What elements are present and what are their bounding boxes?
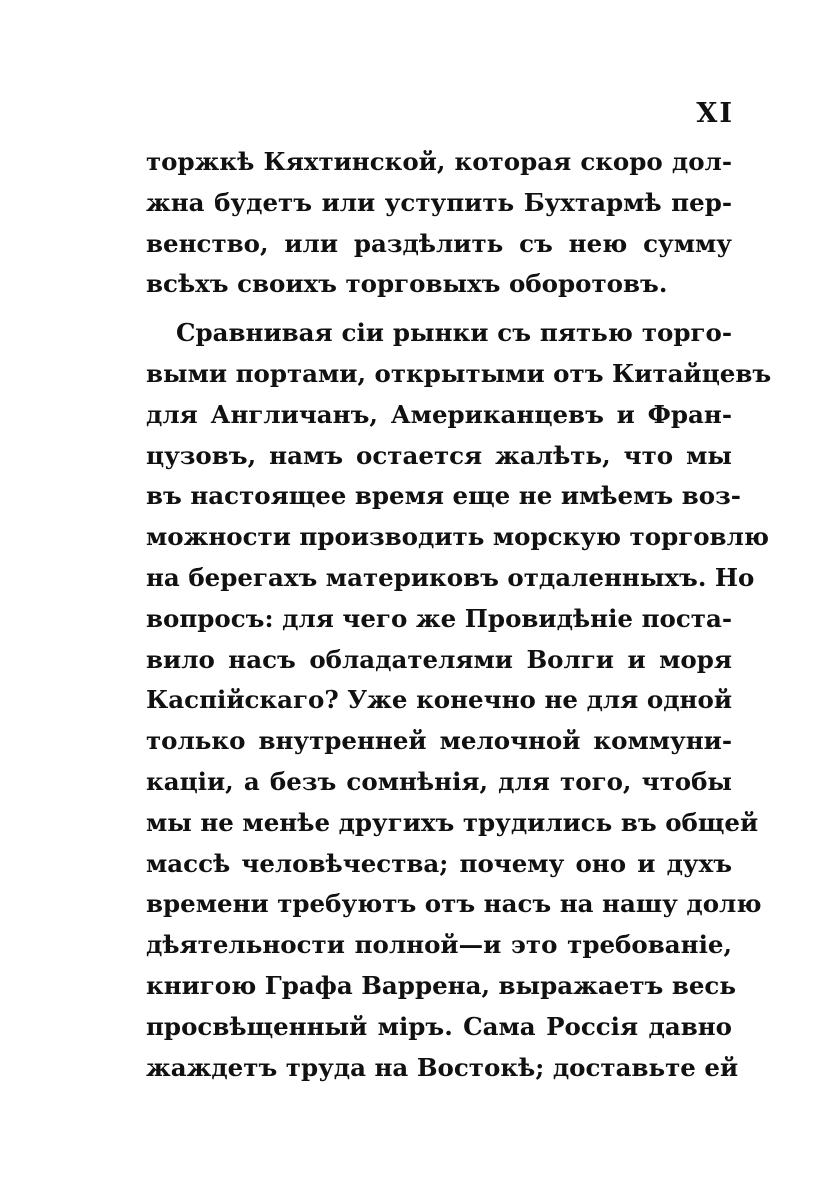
text-line: дѣятельности полной—и это требованіе, [146, 930, 732, 960]
text-line: можности производить морскую торговлю [146, 522, 769, 552]
body-text [146, 142, 772, 1088]
text-line: Сравнивая сіи рынки съ пятью торго- [176, 318, 732, 348]
text-line: времени требуютъ отъ насъ на нашу долю [146, 889, 762, 919]
text-line: цузовъ, намъ остается жалѣть, что мы [146, 440, 732, 470]
text-line: книгою Графа Варрена, выражаетъ весь [146, 970, 736, 1000]
text-line: торжкѣ Кяхтинской, которая скоро дол- [146, 147, 732, 176]
paragraph-gap [146, 305, 732, 313]
text-line: просвѣщенный міръ. Сама Россія давно [146, 1011, 732, 1041]
text-line: мы не менѣе другихъ трудились въ общей [146, 807, 759, 837]
text-line: для Англичанъ, Американцевъ и Фран- [146, 399, 732, 429]
text-line: только внутренней мелочной коммуни- [146, 726, 732, 756]
text-line: выми портами, открытыми отъ Китайцевъ [146, 358, 772, 388]
text-line: массѣ человѣчества; почему оно и духъ [146, 848, 732, 878]
text-line: каціи, а безъ сомнѣнія, для того, чтобы [146, 766, 732, 796]
text-line: всѣхъ своихъ торговыхъ оборотовъ. [146, 269, 668, 299]
text-line: въ настоящее время еще не имѣемъ воз- [146, 481, 741, 511]
text-line: жаждетъ труда на Востокѣ; доставьте ей [146, 1052, 739, 1082]
text-line: вило насъ обладателями Волги и моря [146, 644, 732, 674]
text-line: Каспійскаго? Уже конечно не для одной [146, 685, 732, 715]
page-number: XI [696, 98, 734, 129]
text-line: на берегахъ материковъ отдаленныхъ. Но [146, 562, 755, 592]
text-line: вопросъ: для чего же Провидѣніе поста- [146, 603, 732, 633]
text-line: жна будетъ или уступить Бухтармѣ пер- [146, 187, 732, 217]
text-line: венство, или раздѣлить съ нею сумму [146, 228, 732, 258]
